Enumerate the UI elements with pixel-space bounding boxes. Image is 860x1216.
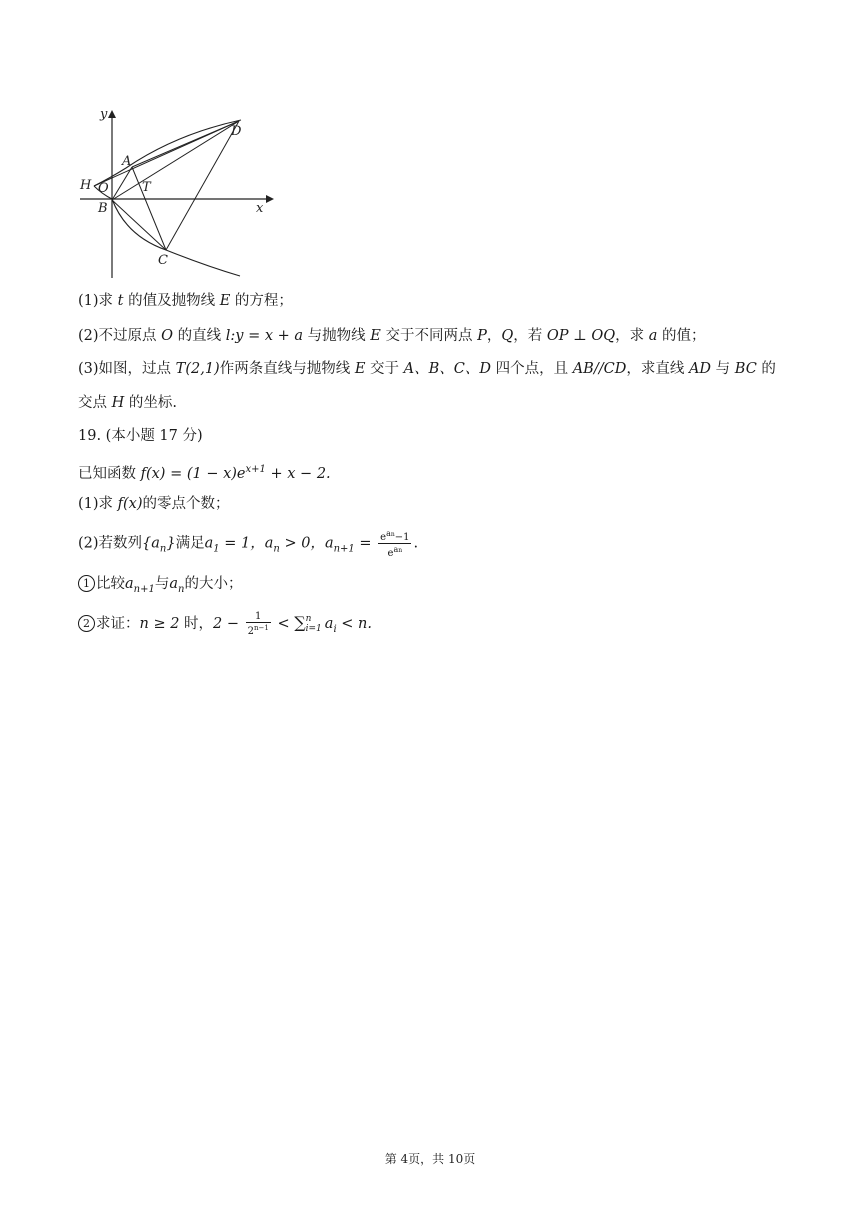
label-A: A xyxy=(122,154,132,169)
line-BC xyxy=(112,200,166,250)
x-axis-arrow xyxy=(266,195,274,203)
circled-number-1: 1 xyxy=(78,575,95,592)
page-footer: 第 4页，共 10页 xyxy=(384,1152,476,1166)
q19-intro: 已知函数 $f(x) = (1 - x)e^{x+1} + x - 2$. xyxy=(78,464,331,482)
label-D: D xyxy=(231,124,242,139)
label-B: B xyxy=(98,201,108,216)
label-y: y xyxy=(100,107,108,122)
y-axis-arrow xyxy=(108,110,116,118)
q19-part2: (2)若数列$\{a_n\}$满足$a_1 = 1$，$a_n > 0$，$a_{n+1}$ = $\frac{e^{an}-1}{e^{an}}$ . xyxy=(78,529,419,559)
q19-sub1: 1 比较$a_{n+1}$与$a_n$的大小； xyxy=(78,574,242,600)
q18-part3-cont: 交点 H 的坐标. xyxy=(78,395,177,411)
parabola-figure xyxy=(76,104,276,284)
circled-number-2: 2 xyxy=(78,615,95,632)
q18-part2: (2)不过原点 O 的直线 l:y = x + a 与抛物线 E 交于不同两点 P，Q，若 OP ⊥ OQ，求 a 的值； xyxy=(78,328,706,344)
q19-part1: (1)求 f(x)的零点个数； xyxy=(78,496,230,512)
line-AB xyxy=(112,167,132,200)
label-T: T xyxy=(142,180,151,195)
label-C: C xyxy=(158,253,168,268)
parabola-lower xyxy=(112,199,240,276)
line-AD xyxy=(132,121,239,167)
q18-part1: (1)求 t 的值及抛物线 E 的方程； xyxy=(78,293,293,309)
label-x: x xyxy=(256,201,264,216)
label-O: O xyxy=(98,181,109,196)
label-H: H xyxy=(80,178,92,193)
recurrence-fraction: $\frac{e^{an}-1}{e^{an}}$ xyxy=(380,529,410,559)
sum-symbol: ∑ xyxy=(294,613,306,632)
q19-sub2: 2 求证：n ≥ 2 时，2 − $\frac{1}{2^{n-1}}$ < ∑ n i=1 $a_i < n$. xyxy=(78,611,372,640)
q19-header: 19. (本小题 17 分) xyxy=(78,428,203,444)
inequality-fraction: $\frac{1}{2^{n-1}}$ xyxy=(247,611,269,637)
q18-part3: (3)如图，过点 T(2,1)作两条直线与抛物线 E 交于 A、B、C、D 四个点，且 AB//CD，求直线 AD 与 BC 的 xyxy=(78,361,776,377)
